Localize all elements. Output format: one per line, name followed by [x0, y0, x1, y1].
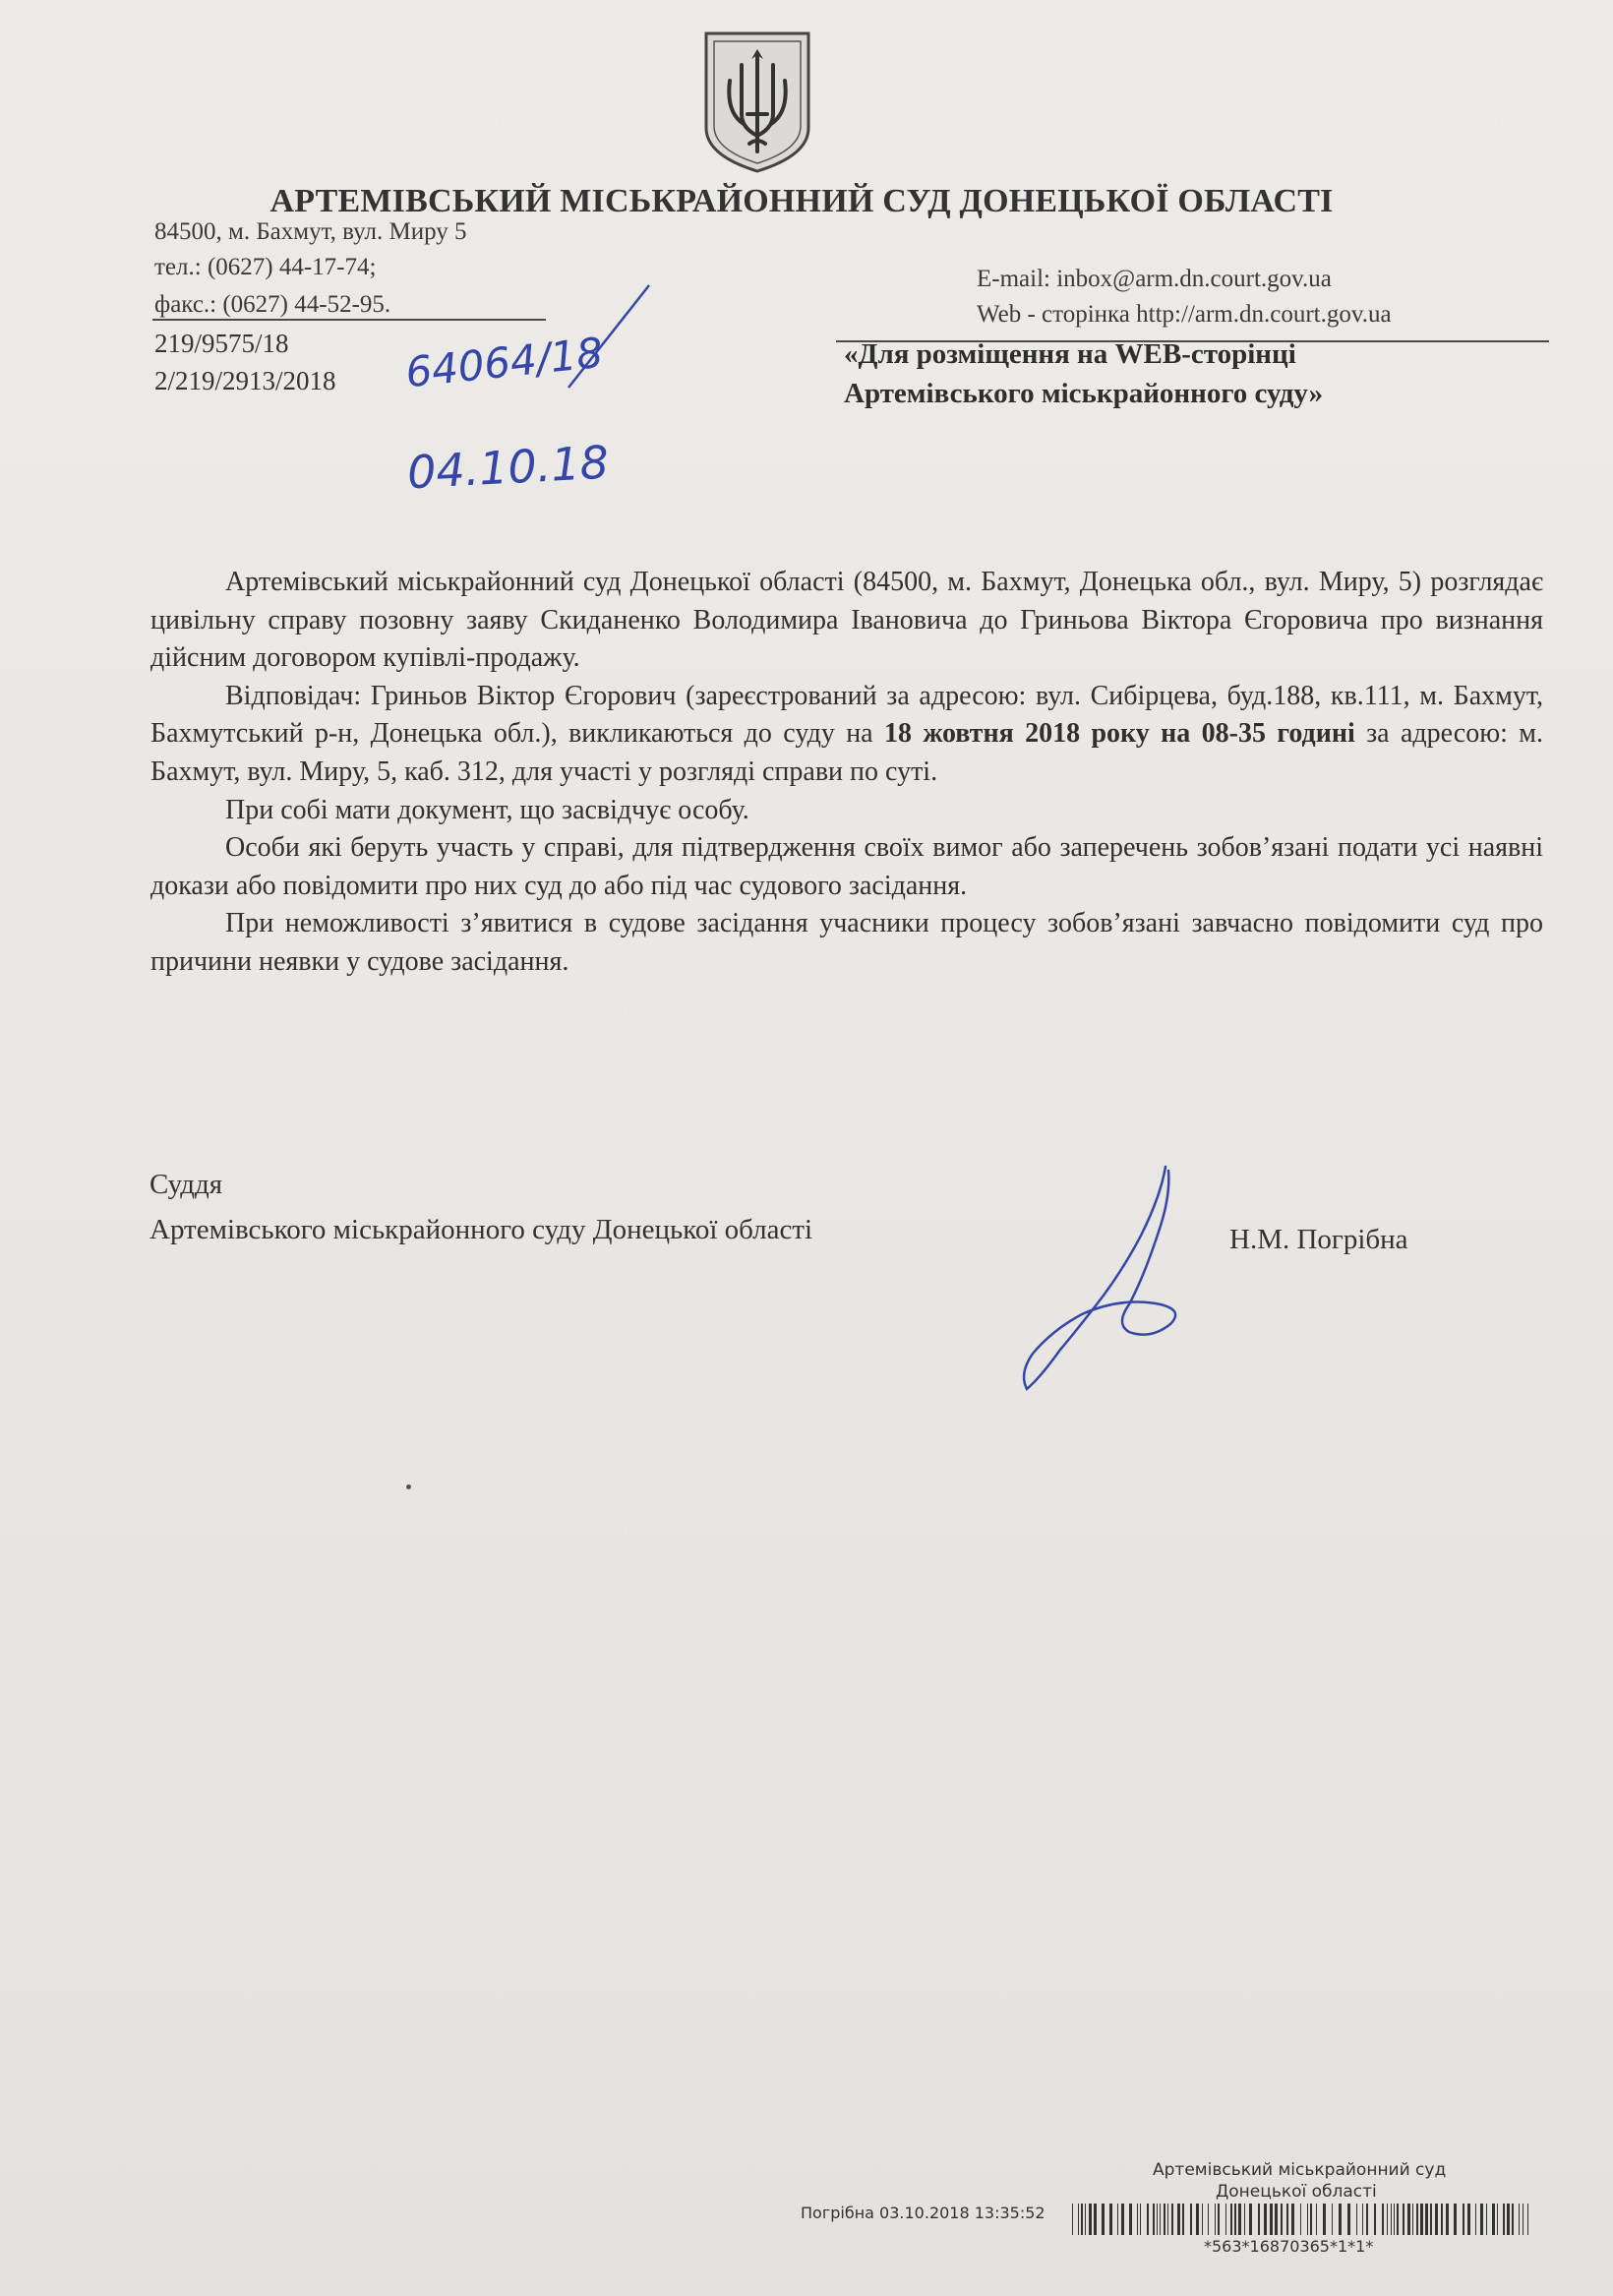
barcode-bar	[1167, 2204, 1168, 2235]
body-paragraph-absence: При неможливості з’явитися в судове засідання учасники процесу зобов’язані завчасно повідомити суд про причини неявки у судове засідання.	[150, 908, 1543, 977]
barcode-bar	[1244, 2204, 1245, 2235]
barcode-bar	[1225, 2204, 1226, 2235]
barcode-bar	[1316, 2204, 1317, 2235]
barcode-bar	[1215, 2204, 1216, 2235]
barcode-bar	[1394, 2204, 1395, 2235]
barcode-bar	[1374, 2204, 1376, 2235]
barcode-bar	[1300, 2204, 1301, 2235]
barcode-bar	[1463, 2204, 1464, 2235]
judge-signature	[1013, 1157, 1200, 1399]
web-note-line-1: «Для розміщення на WEB-сторінці	[844, 338, 1296, 370]
barcode-bar	[1153, 2204, 1155, 2235]
court-website: Web - сторінка http://arm.dn.court.gov.ua	[977, 301, 1392, 328]
barcode-bar	[1527, 2204, 1528, 2235]
barcode-bar	[1177, 2204, 1180, 2235]
barcode-bar	[1430, 2204, 1432, 2235]
barcode-bar	[1147, 2204, 1149, 2235]
barcode-bar	[1347, 2204, 1350, 2235]
court-title: АРТЕМІВСЬКИЙ МІСЬКРАЙОННИЙ СУД ДОНЕЦЬКОЇ ОБЛАСТІ	[269, 183, 1334, 219]
court-address: 84500, м. Бахмут, вул. Миру 5	[154, 218, 467, 245]
stamp-print-info: Погрібна 03.10.2018 13:35:52	[801, 2204, 1045, 2222]
barcode-bar	[1102, 2204, 1105, 2235]
court-phone: тел.: (0627) 44-17-74;	[154, 254, 377, 280]
barcode-bar	[1407, 2204, 1410, 2235]
barcode-bar	[1323, 2204, 1326, 2235]
barcode-bar	[1397, 2204, 1399, 2235]
proceeding-number: 2/219/2913/2018	[154, 366, 336, 395]
barcode-bar	[1078, 2204, 1079, 2235]
barcode-bar	[1412, 2204, 1413, 2235]
signature-role: Суддя	[149, 1169, 223, 1200]
barcode-bar	[1382, 2204, 1384, 2235]
barcode-bar	[1202, 2204, 1203, 2235]
barcode-bar	[1362, 2204, 1363, 2235]
barcode-bar	[1475, 2204, 1476, 2235]
barcode-bar	[1454, 2204, 1457, 2235]
barcode-bar	[1157, 2204, 1158, 2235]
barcode-bar	[1286, 2204, 1288, 2235]
barcode-bar	[1218, 2204, 1220, 2235]
barcode-number: *563*16870365*1*1*	[1204, 2237, 1374, 2256]
barcode-bar	[1196, 2204, 1199, 2235]
barcode-bar	[1109, 2204, 1112, 2235]
barcode-bar	[1117, 2204, 1118, 2235]
hearing-datetime: 18 жовтня 2018 року на 08-35 годині	[883, 718, 1355, 750]
barcode-bar	[1230, 2204, 1232, 2235]
web-publication-note	[844, 334, 1532, 413]
barcode-bar	[1264, 2204, 1267, 2235]
barcode-bar	[1307, 2204, 1308, 2235]
barcode-bar	[1291, 2204, 1294, 2235]
barcode-bar	[1366, 2204, 1368, 2235]
barcode-bar	[1503, 2204, 1505, 2235]
barcode-bar	[1160, 2204, 1161, 2235]
barcode-bar	[1391, 2204, 1392, 2235]
stamp-court-line-1: Артемівський міськрайонний суд	[1153, 2160, 1447, 2180]
coat-of-arms-icon	[700, 30, 814, 175]
barcode-bar	[1190, 2204, 1192, 2235]
barcode-bar	[1356, 2204, 1357, 2235]
web-note-line-2: Артемівського міськрайонного суду»	[844, 378, 1324, 409]
barcode-bar	[1467, 2204, 1470, 2235]
barcode-bar	[1425, 2204, 1428, 2235]
barcode-bar	[1270, 2204, 1273, 2235]
barcode-bar	[1416, 2204, 1418, 2235]
barcode-bar	[1275, 2204, 1278, 2235]
barcode-bar	[1121, 2204, 1124, 2235]
court-fax: факс.: (0627) 44-52-95.	[154, 291, 391, 318]
body-paragraph-evidence: Особи які беруть участь у справі, для підтвердження своїх вимог або заперечень зобов’язані подати усі наявні докази або повідомити про них суд до або під час судового засідання.	[150, 832, 1543, 901]
barcode-bar	[1140, 2204, 1141, 2235]
summons-body	[150, 564, 1543, 982]
barcode	[1072, 2204, 1534, 2235]
barcode-bar	[1094, 2204, 1097, 2235]
case-number: 219/9575/18	[154, 329, 289, 358]
barcode-bar	[1129, 2204, 1132, 2235]
barcode-bar	[1492, 2204, 1495, 2235]
barcode-bar	[1072, 2204, 1073, 2235]
handwritten-registration-number: 64064/18	[402, 328, 606, 397]
barcode-bar	[1507, 2204, 1510, 2235]
stamp-court-line-2: Донецької області	[1216, 2182, 1377, 2202]
barcode-bar	[1258, 2204, 1260, 2235]
barcode-bar	[1137, 2204, 1138, 2235]
body-paragraph-case: Артемівський міськрайонний суд Донецької області (84500, м. Бахмут, Донецька обл., вул. Миру, 5) розглядає цивільну справу позовну заяву Скиданенко Володимира Івановича до Гриньова Віктора Єгоровича про визнання дійсним договором купівлі-продажу.	[150, 567, 1543, 674]
defendant-text: Відповідач: Гриньов Віктор Єгорович (зареєстрований за адресою: вул. Сибірцева, буд.188, кв.111, м. Бахмут, Бахмутський р-н, Донецька обл.), викликаються до суду на	[150, 680, 1543, 750]
barcode-bar	[1249, 2204, 1252, 2235]
barcode-bar	[1281, 2204, 1283, 2235]
body-paragraph-id: При собі мати документ, що засвідчує особу.	[225, 794, 749, 825]
barcode-bar	[1332, 2204, 1333, 2235]
barcode-bar	[1435, 2204, 1438, 2235]
barcode-bar	[1208, 2204, 1209, 2235]
hearing-address-text: за адресою: м. Бахмут, вул. Миру, 5, каб. 312, для участі у розгляді справи по суті.	[150, 718, 1543, 787]
judge-name: Н.М. Погрібна	[1229, 1224, 1408, 1255]
barcode-bar	[1310, 2204, 1312, 2235]
barcode-bar	[1480, 2204, 1483, 2235]
barcode-bar	[1171, 2204, 1173, 2235]
barcode-bar	[1089, 2204, 1092, 2235]
court-email: E-mail: inbox@arm.dn.court.gov.ua	[977, 266, 1332, 292]
barcode-bar	[1497, 2204, 1498, 2235]
barcode-bar	[1387, 2204, 1388, 2235]
barcode-bar	[1441, 2204, 1443, 2235]
barcode-bar	[1339, 2204, 1342, 2235]
barcode-bar	[1420, 2204, 1423, 2235]
barcode-bar	[1182, 2204, 1184, 2235]
handwritten-date: 04.10.18	[405, 435, 611, 500]
barcode-bar	[1234, 2204, 1236, 2235]
handwritten-slash	[551, 277, 659, 395]
barcode-bar	[1238, 2204, 1241, 2235]
scan-speck	[406, 1484, 411, 1489]
barcode-bar	[1486, 2204, 1487, 2235]
barcode-bar	[1164, 2204, 1165, 2235]
body-paragraph-defendant	[150, 678, 1543, 792]
barcode-bar	[1519, 2204, 1520, 2235]
header-rule-left	[152, 319, 546, 321]
barcode-bar	[1403, 2204, 1404, 2235]
barcode-bar	[1085, 2204, 1086, 2235]
signature-court: Артемівського міськрайонного суду Донецької області	[149, 1214, 813, 1245]
barcode-bar	[1446, 2204, 1449, 2235]
barcode-bar	[1512, 2204, 1514, 2235]
barcode-bar	[1081, 2204, 1083, 2235]
